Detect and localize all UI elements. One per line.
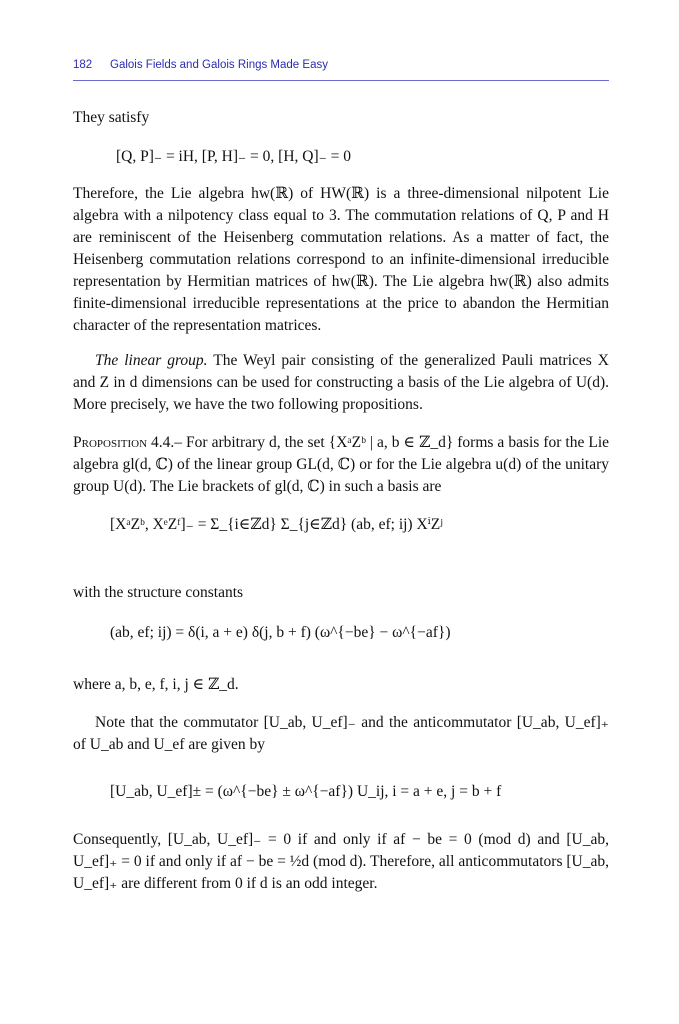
paragraph-linear-group xyxy=(73,350,609,416)
paragraph-consequently: Consequently, [U_ab, U_ef]₋ = 0 if and only if af − be = 0 (mod d) and [U_ab, U_ef]₊ = 0 if and only if af − be = ½d (mod d). Therefore, all anticommutators [U_ab, U_ef]₊ are different from 0 if d is an odd integer. xyxy=(73,831,609,892)
running-header xyxy=(73,59,609,81)
running-title: Galois Fields and Galois Rings Made Easy xyxy=(110,59,328,71)
page-number: 182 xyxy=(73,59,93,71)
proposition-label: Proposition xyxy=(73,434,148,451)
equation-lie-brackets: [XᵃZᵇ, XᵉZᶠ]₋ = Σ_{i∈ℤd} Σ_{j∈ℤd} (ab, ef; ij) XⁱZʲ xyxy=(110,516,443,533)
structure-constants-line: with the structure constants xyxy=(73,584,244,601)
paragraph-lie-algebra: Therefore, the Lie algebra hw(ℝ) of HW(ℝ) is a three-dimensional nilpotent Lie algebra with a nilpotency class equal to 3. The commutation relations of Q, P and H are reminiscent of the Heisenberg commutation relations. As a matter of fact, the Heisenberg commutation relations correspond to an infinite-dimensional irreducible representation by Hermitian matrices of hw(ℝ). The Lie algebra hw(ℝ) also admits finite-dimensional irreducible representations at the price to abandon the Hermitian character of the representation matrices. xyxy=(73,185,609,334)
equation-commutators: [Q, P]₋ = iH, [P, H]₋ = 0, [H, Q]₋ = 0 xyxy=(116,148,352,165)
equation-structure-constants: (ab, ef; ij) = δ(i, a + e) δ(j, b + f) (ω^{−be} − ω^{−af}) xyxy=(110,624,451,641)
they-satisfy-line: They satisfy xyxy=(73,109,150,126)
proposition-text: For arbitrary d, the set {XᵃZᵇ | a, b ∈ ℤ_d} forms a basis for the Lie algebra gl(d, ℂ) of the linear group GL(d, ℂ) or for the Lie algebra u(d) of the unitary group U(d). The Lie brackets of gl(d, ℂ) in such a basis are xyxy=(73,434,610,495)
paragraph-commutator-note: Note that the commutator [U_ab, U_ef]₋ and the anticommutator [U_ab, U_ef]₊ of U_ab and U_ef are given by xyxy=(73,714,609,753)
equation-anticommutator: [U_ab, U_ef]± = (ω^{−be} ± ω^{−af}) U_ij, i = a + e, j = b + f xyxy=(110,783,502,800)
linear-group-body: The Weyl pair consisting of the generalized Pauli matrices X and Z in d dimensions can be used for constructing a basis of the Lie algebra of U(d). More precisely, we have the two following propositions. xyxy=(73,352,609,413)
linear-group-heading: The linear group. xyxy=(95,352,208,369)
proposition-4-4 xyxy=(73,432,609,498)
proposition-number: 4.4.– xyxy=(151,434,183,451)
where-line: where a, b, e, f, i, j ∈ ℤ_d. xyxy=(73,676,239,693)
